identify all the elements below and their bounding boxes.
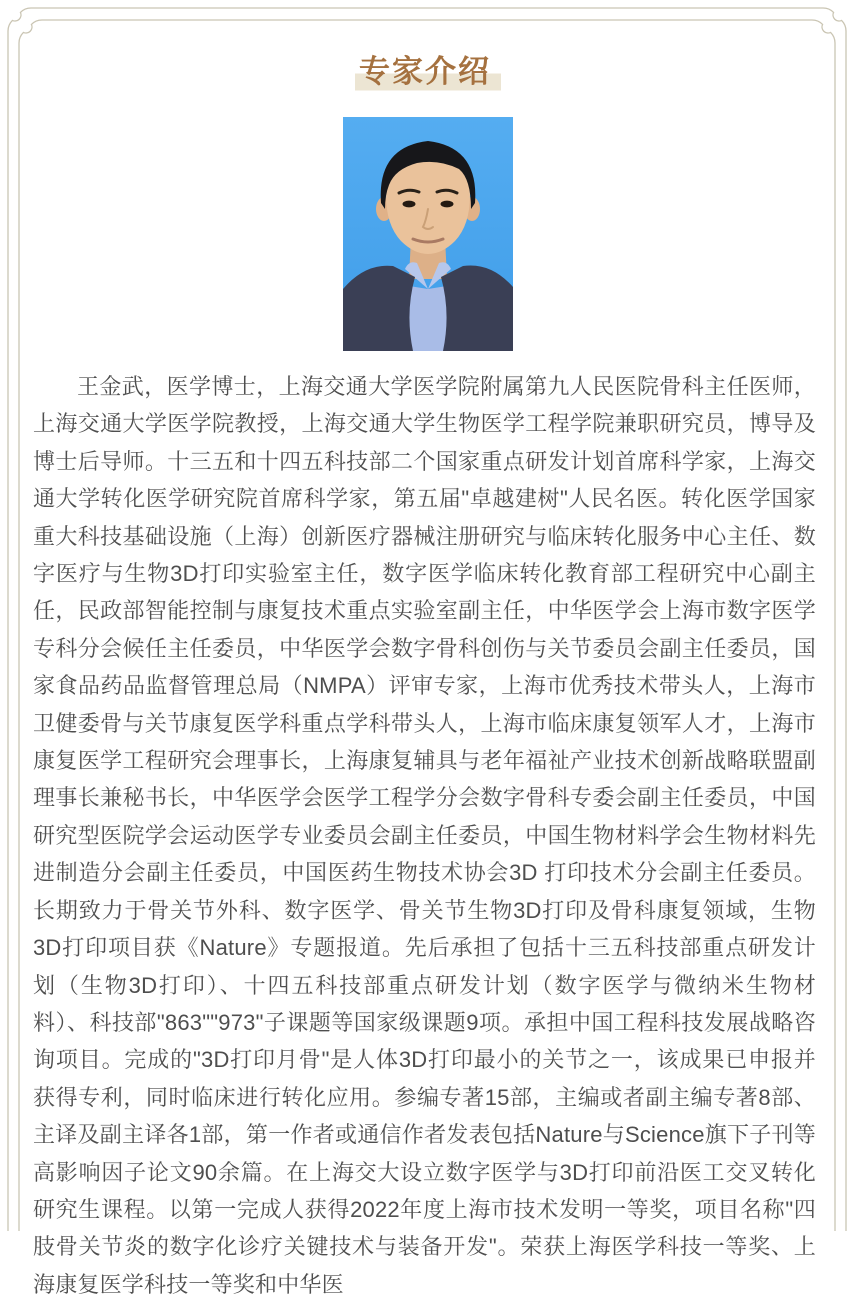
page-title: 专家介绍 <box>355 52 501 92</box>
portrait-suit-right <box>441 265 513 351</box>
expert-photo <box>0 117 856 351</box>
portrait-suit-left <box>343 266 415 351</box>
bio-paragraph: 王金武，医学博士，上海交通大学医学院附属第九人民医院骨科主任医师，上海交通大学医学院教授，上海交通大学生物医学工程学院兼职研究员，博导及博士后导师。十三五和十四五科技部二个国家重点研发计划首席科学家，上海交通大学转化医学研究院首席科学家，第五届"卓越建树"人民名医。转化医学国家重大科技基础设施（上海）创新医疗器械注册研究与临床转化服务中心主任、数字医疗与生物3D打印实验室主任，数字医学临床转化教育部工程研究中心副主任，民政部智能控制与康复技术重点实验室副主任，中华医学会上海市数字医学专科分会候任主任委员，中华医学会数字骨科创伤与关节委员会副主任委员，国家食品药品监督管理总局（NMPA）评审专家，上海市优秀技术带头人，上海市卫健委骨与关节康复医学科重点学科带头人，上海市临床康复领军人才，上海市康复医学工程研究会理事长，上海康复辅具与老年福祉产业技术创新战略联盟副理事长兼秘书长，中华医学会医学工程学分会数字骨科专委会副主任委员，中国研究型医院学会运动医学专业委员会副主任委员，中国生物材料学会生物材料先进制造分会副主任委员，中国医药生物技术协会3D 打印技术分会副主任委员。长期致力于骨关节外科、数字医学、骨关节生物3D打印及骨科康复领域，生物3D打印项目获《Nature》专题报道。先后承担了包括十三五科技部重点研发计划（生物3D打印）、十四五科技部重点研发计划（数字医学与微纳米生物材料）、科技部"863""973"子课题等国家级课题9项。承担中国工程科技发展战略咨询项目。完成的"3D打印月骨"是人体3D打印最小的关节之一，该成果已申报并获得专利，同时临床进行转化应用。参编专著15部，主编或者副主编专著8部、主译及副主译各1部，第一作者或通信作者发表包括Nature与Science旗下子刊等高影响因子论文90余篇。在上海交大设立数字医学与3D打印前沿医工交叉转化研究生课程。以第一完成人获得2022年度上海市技术发明一等奖，项目名称"四肢骨关节炎的数字化诊疗关键技术与装备开发"。荣获上海医学科技一等奖、上海康复医学科技一等奖和中华医 <box>33 374 816 1297</box>
header <box>0 52 856 92</box>
bio-section <box>33 368 816 1303</box>
